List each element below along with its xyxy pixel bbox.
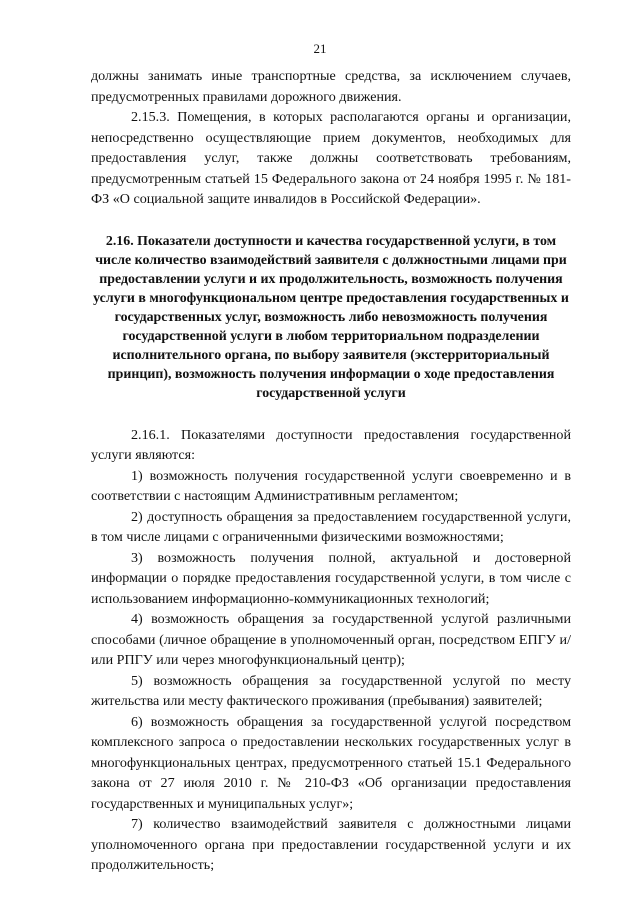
paragraph-2-16-1: 2.16.1. Показателями доступности предоставления государственной услуги являются: [91, 426, 571, 463]
document-body [91, 66, 571, 876]
section-heading-2-16: 2.16. Показатели доступности и качества государственной услуги, в том числе количество взаимодействий заявителя с должностными лицами при предоставлении услуги и их продолжительность, возможность получения услуги в многофункциональном центре предоставления государственных и государственных услуг, возможность либо невозможность получения государственной услуги в любом территориальном подразделении исполнительного органа, по выбору заявителя (экстерриториальный принцип), возможность получения информации о ходе предоставления государственной услуги [93, 233, 569, 401]
list-item-6: 6) возможность обращения за государственной услугой посредством комплексного запроса о предоставлении нескольких государственных услуг в многофункциональных центрах, предусмотренного статьей 15.1 Федерального закона от 27 июля 2010 г. № 210-ФЗ «Об организации предоставления государственных и муниципальных услуг»; [91, 713, 571, 812]
page-number: 21 [313, 41, 327, 56]
list-item-2: 2) доступность обращения за предоставлением государственной услуги, в том числе лицами с ограниченными физическими возможностями; [91, 508, 571, 545]
list-item-7: 7) количество взаимодействий заявителя с должностными лицами уполномоченного органа при предоставлении государственной услуги и их продолжительность; [91, 816, 571, 873]
list-item-5: 5) возможность обращения за государственной услугой по месту жительства или месту фактического проживания (пребывания) заявителей; [91, 672, 571, 709]
list-item-1: 1) возможность получения государственной услуги своевременно и в соответствии с настоящим Административным регламентом; [91, 467, 571, 504]
list-item-4: 4) возможность обращения за государственной услугой различными способами (личное обращение в уполномоченный орган, посредством ЕПГУ и/или РПГУ или через многофункциональный центр); [91, 611, 571, 668]
paragraph-transport-continuation: должны занимать иные транспортные средства, за исключением случаев, предусмотренных правилами дорожного движения. [91, 68, 571, 105]
paragraph-2-15-3: 2.15.3. Помещения, в которых располагаются органы и организации, непосредственно осуществляющие прием документов, необходимых для предоставления услуг, также должны соответствовать требованиям, предусмотренным статьей 15 Федерального закона от 24 ноября 1995 г. № 181-ФЗ «О социальной защите инвалидов в Российской Федерации». [91, 109, 571, 207]
list-item-3: 3) возможность получения полной, актуальной и достоверной информации о порядке предоставления государственной услуги, в том числе с использованием информационно-коммуникационных технологий; [91, 549, 571, 607]
